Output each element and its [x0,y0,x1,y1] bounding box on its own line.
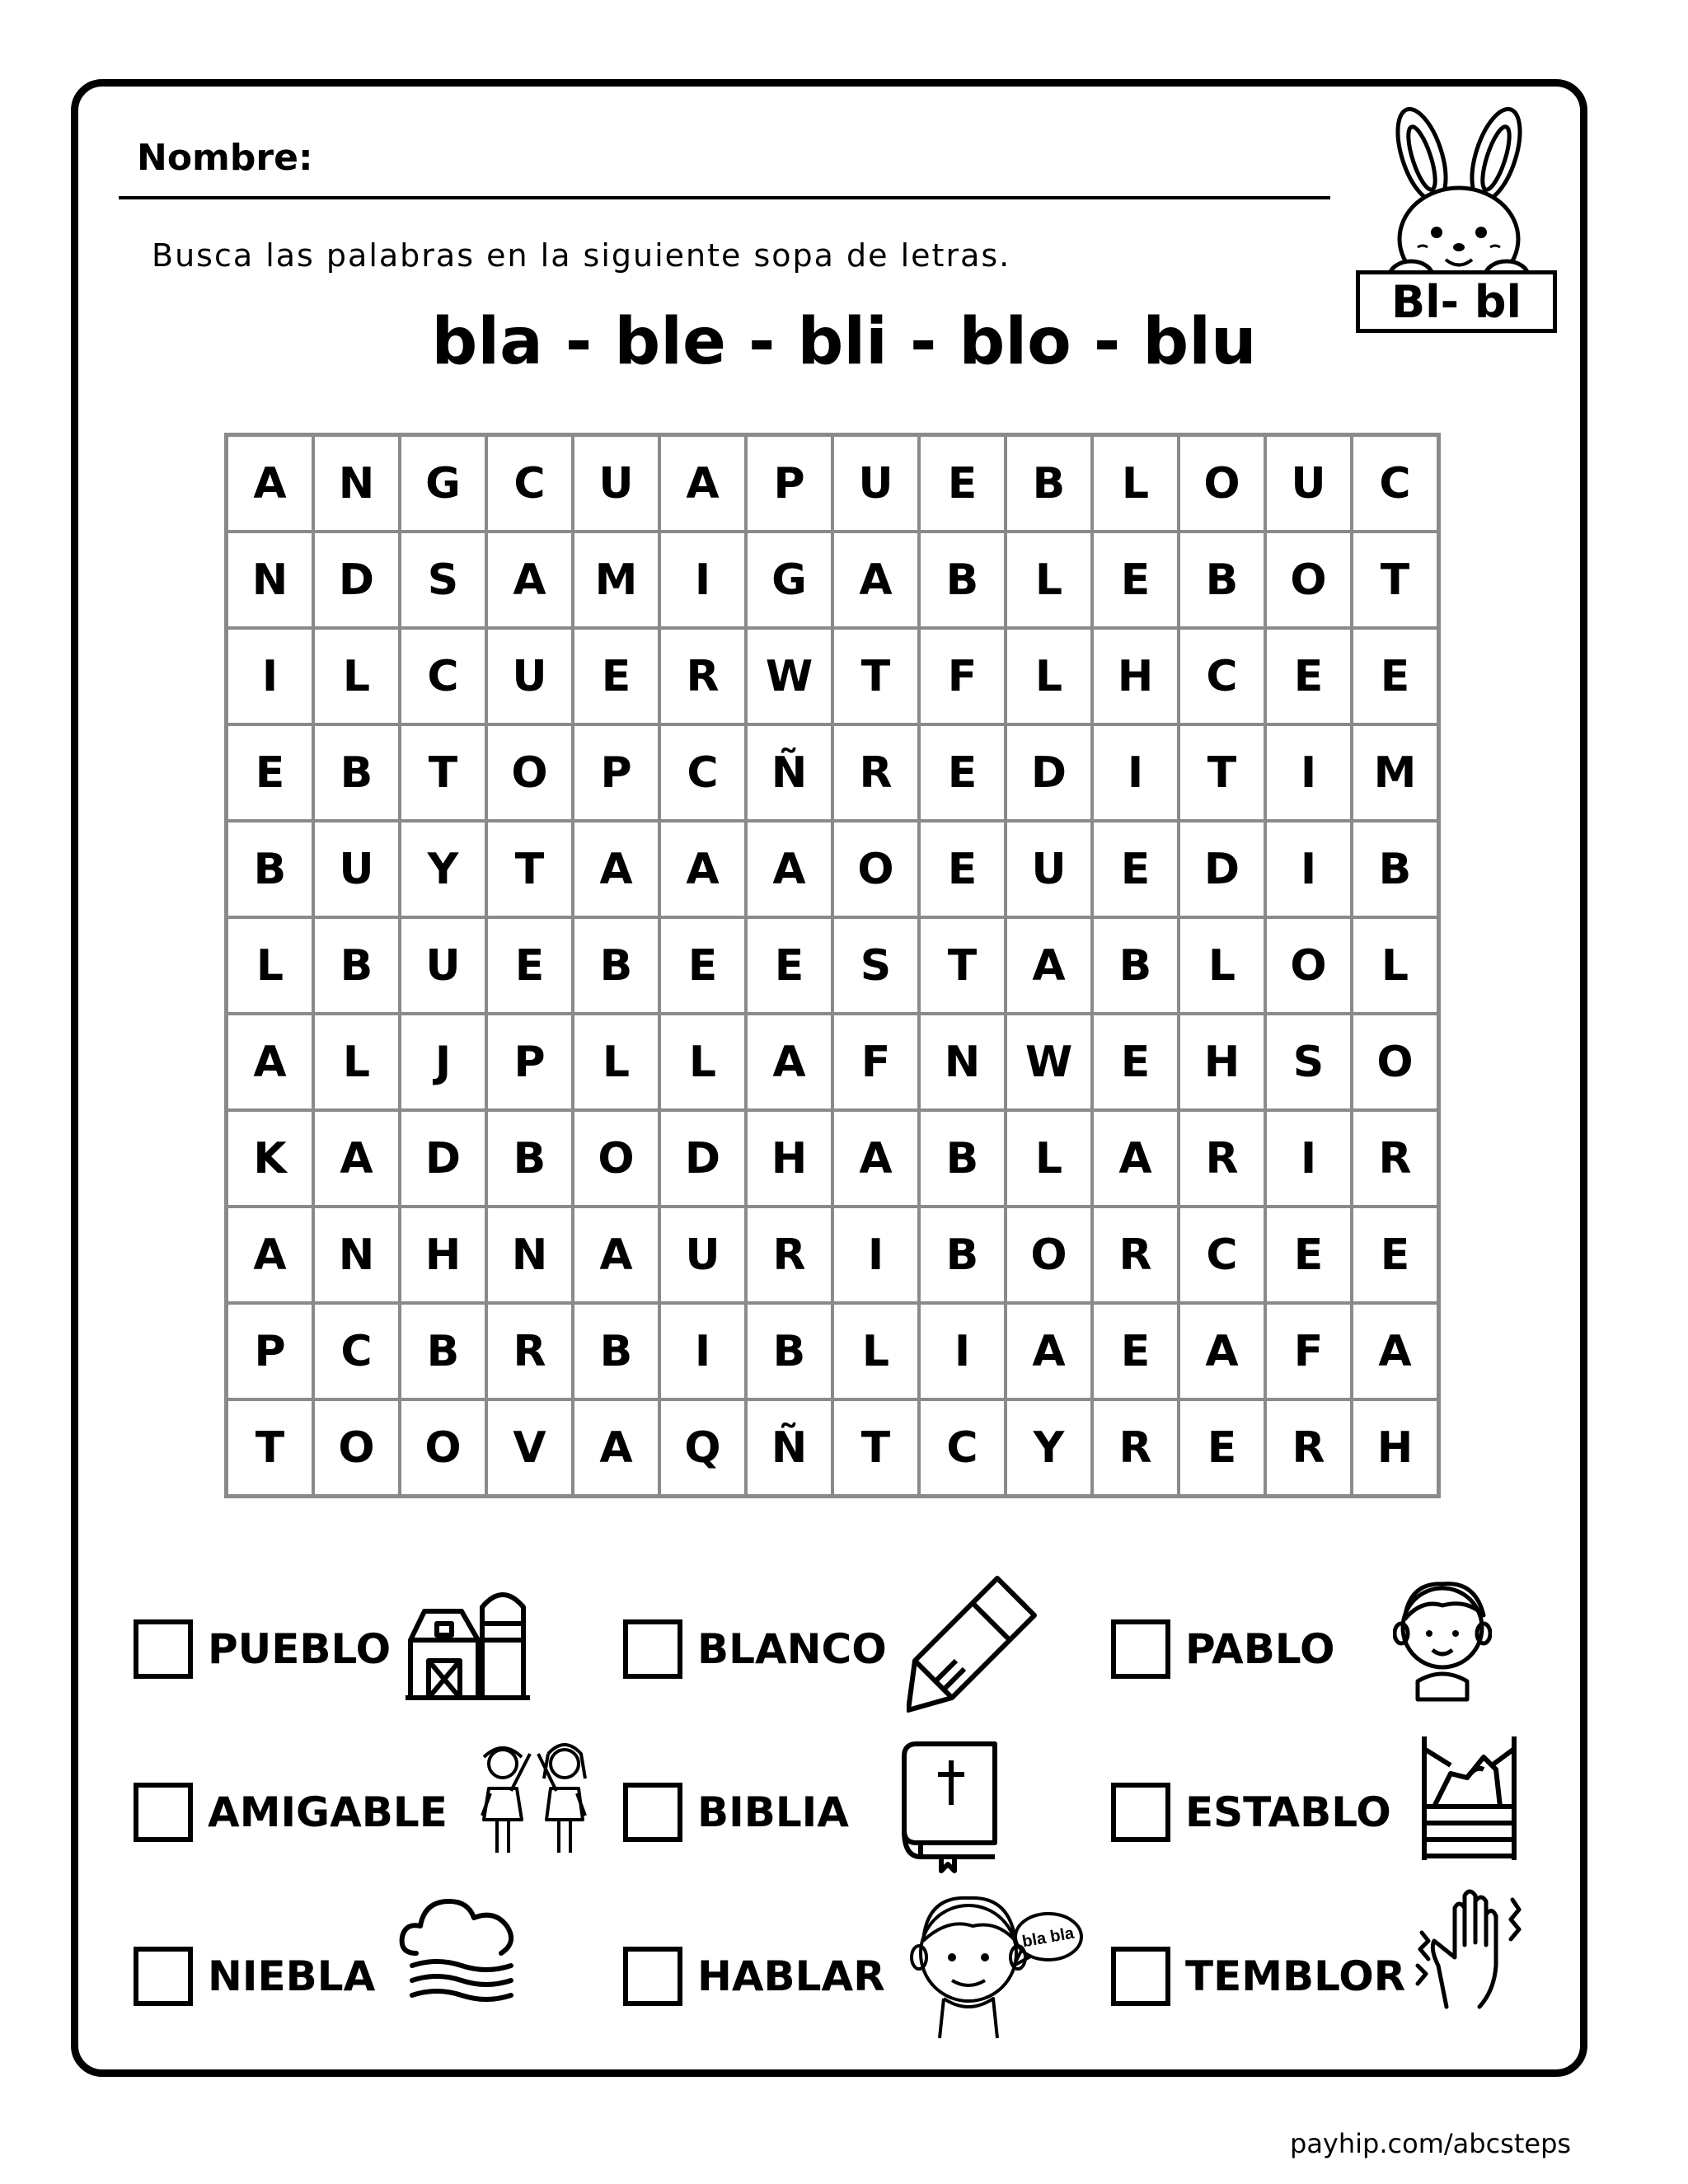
grid-cell[interactable]: L [1179,917,1265,1014]
grid-cell[interactable]: K [227,1110,314,1207]
checkbox[interactable] [623,1947,682,2006]
grid-cell[interactable]: D [400,1110,486,1207]
grid-cell[interactable]: L [1092,435,1179,532]
grid-cell[interactable]: S [832,917,919,1014]
grid-cell[interactable]: L [1006,628,1092,724]
grid-cell[interactable]: R [1352,1110,1439,1207]
grid-cell[interactable]: N [313,1207,400,1303]
grid-cell[interactable]: T [400,724,486,821]
grid-cell[interactable]: C [1179,1207,1265,1303]
grid-cell[interactable]: R [1092,1399,1179,1497]
grid-cell[interactable]: A [227,1207,314,1303]
grid-cell[interactable]: E [486,917,573,1014]
grid-cell[interactable]: A [227,1014,314,1110]
grid-cell[interactable]: M [1352,724,1439,821]
grid-cell[interactable]: N [313,435,400,532]
grid-row [227,1399,1439,1497]
grid-cell[interactable]: E [1352,1207,1439,1303]
grid-cell[interactable]: C [1352,435,1439,532]
grid-cell[interactable]: G [400,435,486,532]
grid-cell[interactable]: O [1265,532,1352,628]
grid-cell[interactable]: B [919,1207,1006,1303]
grid-cell[interactable]: B [919,532,1006,628]
grid-cell[interactable]: E [1265,1207,1352,1303]
word-item-niebla [134,1947,375,2006]
checkbox[interactable] [1111,1619,1170,1679]
grid-cell[interactable]: B [573,1303,659,1399]
grid-row [227,821,1439,917]
grid-cell[interactable]: J [400,1014,486,1110]
grid-cell[interactable]: W [746,628,832,724]
grid-cell[interactable]: A [1352,1303,1439,1399]
grid-cell[interactable]: A [832,1110,919,1207]
word-item-amigable [134,1783,448,1842]
word-label: PUEBLO [208,1625,392,1673]
grid-cell[interactable]: T [919,917,1006,1014]
checkbox[interactable] [134,1783,193,1842]
grid-cell[interactable]: A [486,532,573,628]
grid-cell[interactable]: A [746,1014,832,1110]
grid-cell[interactable]: C [486,435,573,532]
grid-cell[interactable]: E [1092,821,1179,917]
grid-cell[interactable]: C [919,1399,1006,1497]
checkbox[interactable] [623,1619,682,1679]
grid-row [227,1014,1439,1110]
grid-cell[interactable]: A [1006,917,1092,1014]
grid-cell[interactable]: E [1179,1399,1265,1497]
grid-cell[interactable]: B [313,917,400,1014]
grid-cell[interactable]: C [313,1303,400,1399]
word-item-hablar [623,1947,885,2006]
grid-cell[interactable]: D [1006,724,1092,821]
grid-cell[interactable]: F [832,1014,919,1110]
grid-cell[interactable]: C [1179,628,1265,724]
grid-cell[interactable]: E [746,917,832,1014]
grid-cell[interactable]: O [1265,917,1352,1014]
grid-cell[interactable]: A [1179,1303,1265,1399]
name-label: Nombre: [137,137,313,179]
grid-row [227,724,1439,821]
grid-cell[interactable]: I [1265,724,1352,821]
word-item-pablo [1111,1619,1334,1679]
grid-cell[interactable]: U [1265,435,1352,532]
word-item-temblor [1111,1947,1405,2006]
grid-cell[interactable]: R [1179,1110,1265,1207]
crayon-icon [907,1570,1043,1714]
grid-cell[interactable]: F [919,628,1006,724]
grid-cell[interactable]: B [400,1303,486,1399]
grid-cell[interactable]: B [573,917,659,1014]
grid-cell[interactable]: O [573,1110,659,1207]
speech-bubble-text: bla bla [1020,1924,1076,1952]
grid-cell[interactable]: T [227,1399,314,1497]
grid-cell[interactable]: B [1352,821,1439,917]
grid-cell[interactable]: L [313,1014,400,1110]
grid-cell[interactable]: R [1092,1207,1179,1303]
word-item-pueblo [134,1619,391,1679]
grid-cell[interactable]: I [659,1303,746,1399]
grid-cell[interactable]: N [227,532,314,628]
grid-cell[interactable]: Q [659,1399,746,1497]
word-search-grid [224,433,1441,1498]
word-label: TEMBLOR [1185,1952,1406,2000]
grid-cell[interactable]: H [1092,628,1179,724]
grid-cell[interactable]: E [1265,628,1352,724]
stable-icon [1418,1732,1521,1864]
grid-cell[interactable]: A [1006,1303,1092,1399]
grid-cell[interactable]: A [1092,1110,1179,1207]
grid-cell[interactable]: U [313,821,400,917]
grid-cell[interactable]: P [746,435,832,532]
grid-cell[interactable]: L [832,1303,919,1399]
grid-cell[interactable]: E [919,435,1006,532]
grid-cell[interactable]: O [1179,435,1265,532]
grid-cell[interactable]: O [1352,1014,1439,1110]
grid-cell[interactable]: A [659,435,746,532]
grid-cell[interactable]: A [313,1110,400,1207]
grid-row [227,917,1439,1014]
checkbox[interactable] [1111,1783,1170,1842]
grid-cell[interactable]: S [400,532,486,628]
grid-cell[interactable]: T [832,1399,919,1497]
friends-icon [466,1737,602,1861]
grid-cell[interactable]: I [1265,821,1352,917]
grid-cell[interactable]: O [400,1399,486,1497]
grid-row [227,628,1439,724]
grid-cell[interactable]: E [1092,1303,1179,1399]
grid-cell[interactable]: P [227,1303,314,1399]
checkbox[interactable] [623,1783,682,1842]
grid-row [227,435,1439,532]
grid-cell[interactable]: A [573,1207,659,1303]
grid-cell[interactable]: I [832,1207,919,1303]
word-label: ESTABLO [1185,1788,1391,1836]
word-item-establo [1111,1783,1391,1842]
grid-cell[interactable]: E [573,628,659,724]
instruction-text: Busca las palabras en la siguiente sopa de letras. [152,237,1011,274]
grid-cell[interactable]: Y [1006,1399,1092,1497]
grid-cell[interactable]: P [486,1014,573,1110]
grid-cell[interactable]: A [573,1399,659,1497]
bl-badge: Bl- bl [1356,270,1557,333]
grid-cell[interactable]: I [659,532,746,628]
grid-row [227,532,1439,628]
grid-cell[interactable]: W [1006,1014,1092,1110]
word-label: HABLAR [697,1952,885,2000]
grid-row [227,1207,1439,1303]
grid-cell[interactable]: E [919,821,1006,917]
shaking-hand-icon [1414,1883,1525,2015]
grid-cell[interactable]: U [400,917,486,1014]
grid-row [227,1110,1439,1207]
grid-cell[interactable]: B [1179,532,1265,628]
grid-cell[interactable]: M [573,532,659,628]
checkbox[interactable] [134,1619,193,1679]
grid-cell[interactable]: I [1265,1110,1352,1207]
grid-cell[interactable]: R [746,1207,832,1303]
word-label: BIBLIA [697,1788,849,1836]
word-item-biblia [623,1783,849,1842]
grid-cell[interactable]: E [1092,1014,1179,1110]
grid-cell[interactable]: B [227,821,314,917]
grid-cell[interactable]: O [1006,1207,1092,1303]
grid-cell[interactable]: Ñ [746,1399,832,1497]
grid-cell[interactable]: E [227,724,314,821]
syllables-title: bla - ble - bli - blo - blu [431,305,1257,379]
grid-cell[interactable]: S [1265,1014,1352,1110]
grid-cell[interactable]: E [919,724,1006,821]
grid-cell[interactable]: R [1265,1399,1352,1497]
grid-cell[interactable]: I [227,628,314,724]
grid-cell[interactable]: U [659,1207,746,1303]
grid-cell[interactable]: N [919,1014,1006,1110]
grid-cell[interactable]: L [573,1014,659,1110]
grid-cell[interactable]: G [746,532,832,628]
grid-cell[interactable]: A [227,435,314,532]
word-label: AMIGABLE [208,1788,448,1836]
grid-cell[interactable]: E [1092,532,1179,628]
checkbox[interactable] [134,1947,193,2006]
grid-cell[interactable]: H [400,1207,486,1303]
grid-cell[interactable]: P [573,724,659,821]
grid-cell[interactable]: O [832,821,919,917]
footer-url: payhip.com/abcsteps [1290,2128,1572,2159]
grid-cell[interactable]: B [486,1110,573,1207]
grid-cell[interactable]: Y [400,821,486,917]
talking-boy-icon [907,1875,1084,2040]
grid-cell[interactable]: B [1092,917,1179,1014]
grid-cell[interactable]: D [1179,821,1265,917]
grid-cell[interactable]: L [1006,532,1092,628]
grid-cell[interactable]: B [1006,435,1092,532]
grid-cell[interactable]: B [313,724,400,821]
grid-cell[interactable]: H [1179,1014,1265,1110]
grid-cell[interactable]: F [1265,1303,1352,1399]
grid-cell[interactable]: B [746,1303,832,1399]
checkbox[interactable] [1111,1947,1170,2006]
grid-cell[interactable]: T [1352,532,1439,628]
grid-cell[interactable]: R [659,628,746,724]
grid-cell[interactable]: L [227,917,314,1014]
grid-cell[interactable]: R [486,1303,573,1399]
grid-cell[interactable]: A [573,821,659,917]
grid-cell[interactable]: Ñ [746,724,832,821]
grid-cell[interactable]: A [659,821,746,917]
grid-cell[interactable]: I [919,1303,1006,1399]
grid-cell[interactable]: B [919,1110,1006,1207]
bible-icon [900,1737,1003,1873]
grid-cell[interactable]: U [1006,821,1092,917]
grid-cell[interactable]: H [746,1110,832,1207]
barn-icon [404,1578,532,1702]
word-item-blanco [623,1619,887,1679]
grid-cell[interactable]: A [832,532,919,628]
grid-cell[interactable]: H [1352,1399,1439,1497]
grid-cell[interactable]: L [1352,917,1439,1014]
grid-cell[interactable]: L [313,628,400,724]
grid-cell[interactable]: T [486,821,573,917]
grid-row [227,1303,1439,1399]
grid-cell[interactable]: D [313,532,400,628]
grid-cell[interactable]: L [1006,1110,1092,1207]
name-input-line[interactable] [119,196,1330,199]
grid-cell[interactable]: O [486,724,573,821]
grid-cell[interactable]: U [832,435,919,532]
grid-cell[interactable]: E [659,917,746,1014]
grid-cell[interactable]: C [400,628,486,724]
fog-icon [396,1891,519,2003]
grid-cell[interactable]: E [1352,628,1439,724]
grid-cell[interactable]: U [573,435,659,532]
grid-cell[interactable]: C [659,724,746,821]
grid-cell[interactable]: T [832,628,919,724]
grid-cell[interactable]: D [659,1110,746,1207]
grid-cell[interactable]: L [659,1014,746,1110]
grid-cell[interactable]: V [486,1399,573,1497]
grid-cell[interactable]: I [1092,724,1179,821]
grid-cell[interactable]: R [832,724,919,821]
grid-cell[interactable]: T [1179,724,1265,821]
boy-face-icon [1393,1574,1492,1702]
grid-cell[interactable]: A [746,821,832,917]
grid-cell[interactable]: U [486,628,573,724]
word-label: PABLO [1185,1625,1335,1673]
word-label: NIEBLA [208,1952,376,2000]
grid-cell[interactable]: O [313,1399,400,1497]
grid-cell[interactable]: N [486,1207,573,1303]
word-label: BLANCO [697,1625,887,1673]
